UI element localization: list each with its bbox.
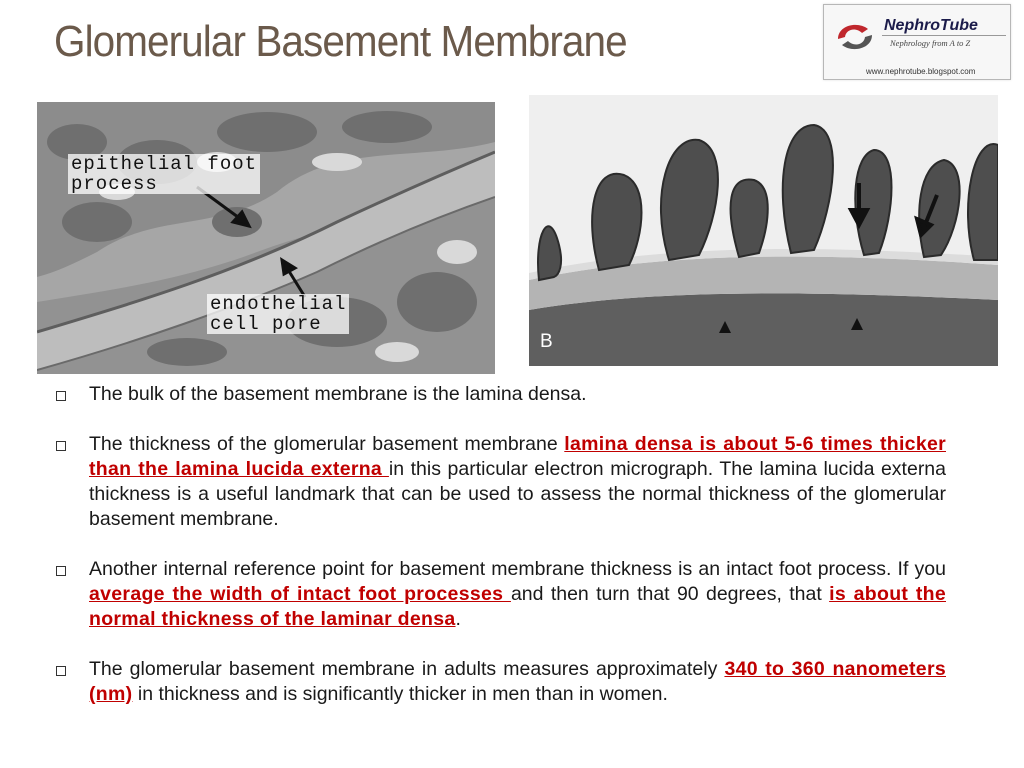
bullet-3-highlight: average the width of intact foot processes	[89, 583, 511, 605]
micrograph-right-image	[529, 95, 998, 366]
bullet-square-icon	[56, 441, 66, 451]
bullet-square-icon	[56, 391, 66, 401]
micrograph-right	[529, 95, 998, 366]
bullet-square-icon	[56, 666, 66, 676]
bullet-4-text-before: The glomerular basement membrane in adults measures approximately	[89, 658, 725, 680]
bullet-2-text-after: in this particular electron micrograph. The lamina lucida externa thickness is a useful landmark that can be used to assess the normal thickness of the glomerular basement membrane.	[89, 458, 946, 530]
bullet-item	[54, 432, 946, 532]
panel-letter-b: B	[540, 331, 553, 352]
label-endothelial-line2: cell pore	[210, 313, 322, 335]
bullet-square-icon	[56, 566, 66, 576]
bullet-1-text: The bulk of the basement membrane is the lamina densa.	[89, 383, 587, 405]
micrograph-left	[37, 102, 495, 374]
label-endothelial-line1: endothelial	[210, 293, 347, 315]
bullet-2-text-before: The thickness of the glomerular basement membrane	[89, 433, 565, 455]
nephrotube-swirl-icon	[832, 17, 878, 57]
bullet-3-highlight-2: is about the normal thickness of the laminar densa	[89, 583, 946, 630]
label-epithelial-line2: process	[71, 173, 158, 195]
label-epithelial-line1: epithelial foot	[71, 153, 258, 175]
bullet-2-highlight: lamina densa is about 5-6 times thicker than the lamina lucida externa	[89, 433, 946, 480]
bullet-list	[54, 382, 946, 732]
logo-name: NephroTube	[884, 17, 978, 34]
bullet-3-text-before: Another internal reference point for basement membrane thickness is an intact foot process. If you	[89, 558, 946, 580]
bullet-4-text-after: in thickness and is significantly thicker in men than in women.	[132, 683, 668, 705]
bullet-3-text-after: .	[455, 608, 461, 630]
label-endothelial-cell-pore	[207, 294, 349, 334]
logo-tagline: Nephrology from A to Z	[890, 38, 971, 48]
bullet-item	[54, 382, 946, 407]
bullet-item	[54, 557, 946, 632]
logo-url[interactable]: www.nephrotube.blogspot.com	[866, 67, 976, 76]
bullet-3-text-middle: and then turn that 90 degrees, that	[510, 583, 830, 605]
logo-divider	[882, 35, 1006, 36]
nephrotube-logo[interactable]	[823, 4, 1011, 80]
slide-title: Glomerular Basement Membrane	[54, 17, 627, 66]
bullet-4-highlight: 340 to 360 nanometers (nm)	[89, 658, 946, 705]
label-epithelial-foot-process	[68, 154, 260, 194]
bullet-item	[54, 657, 946, 707]
